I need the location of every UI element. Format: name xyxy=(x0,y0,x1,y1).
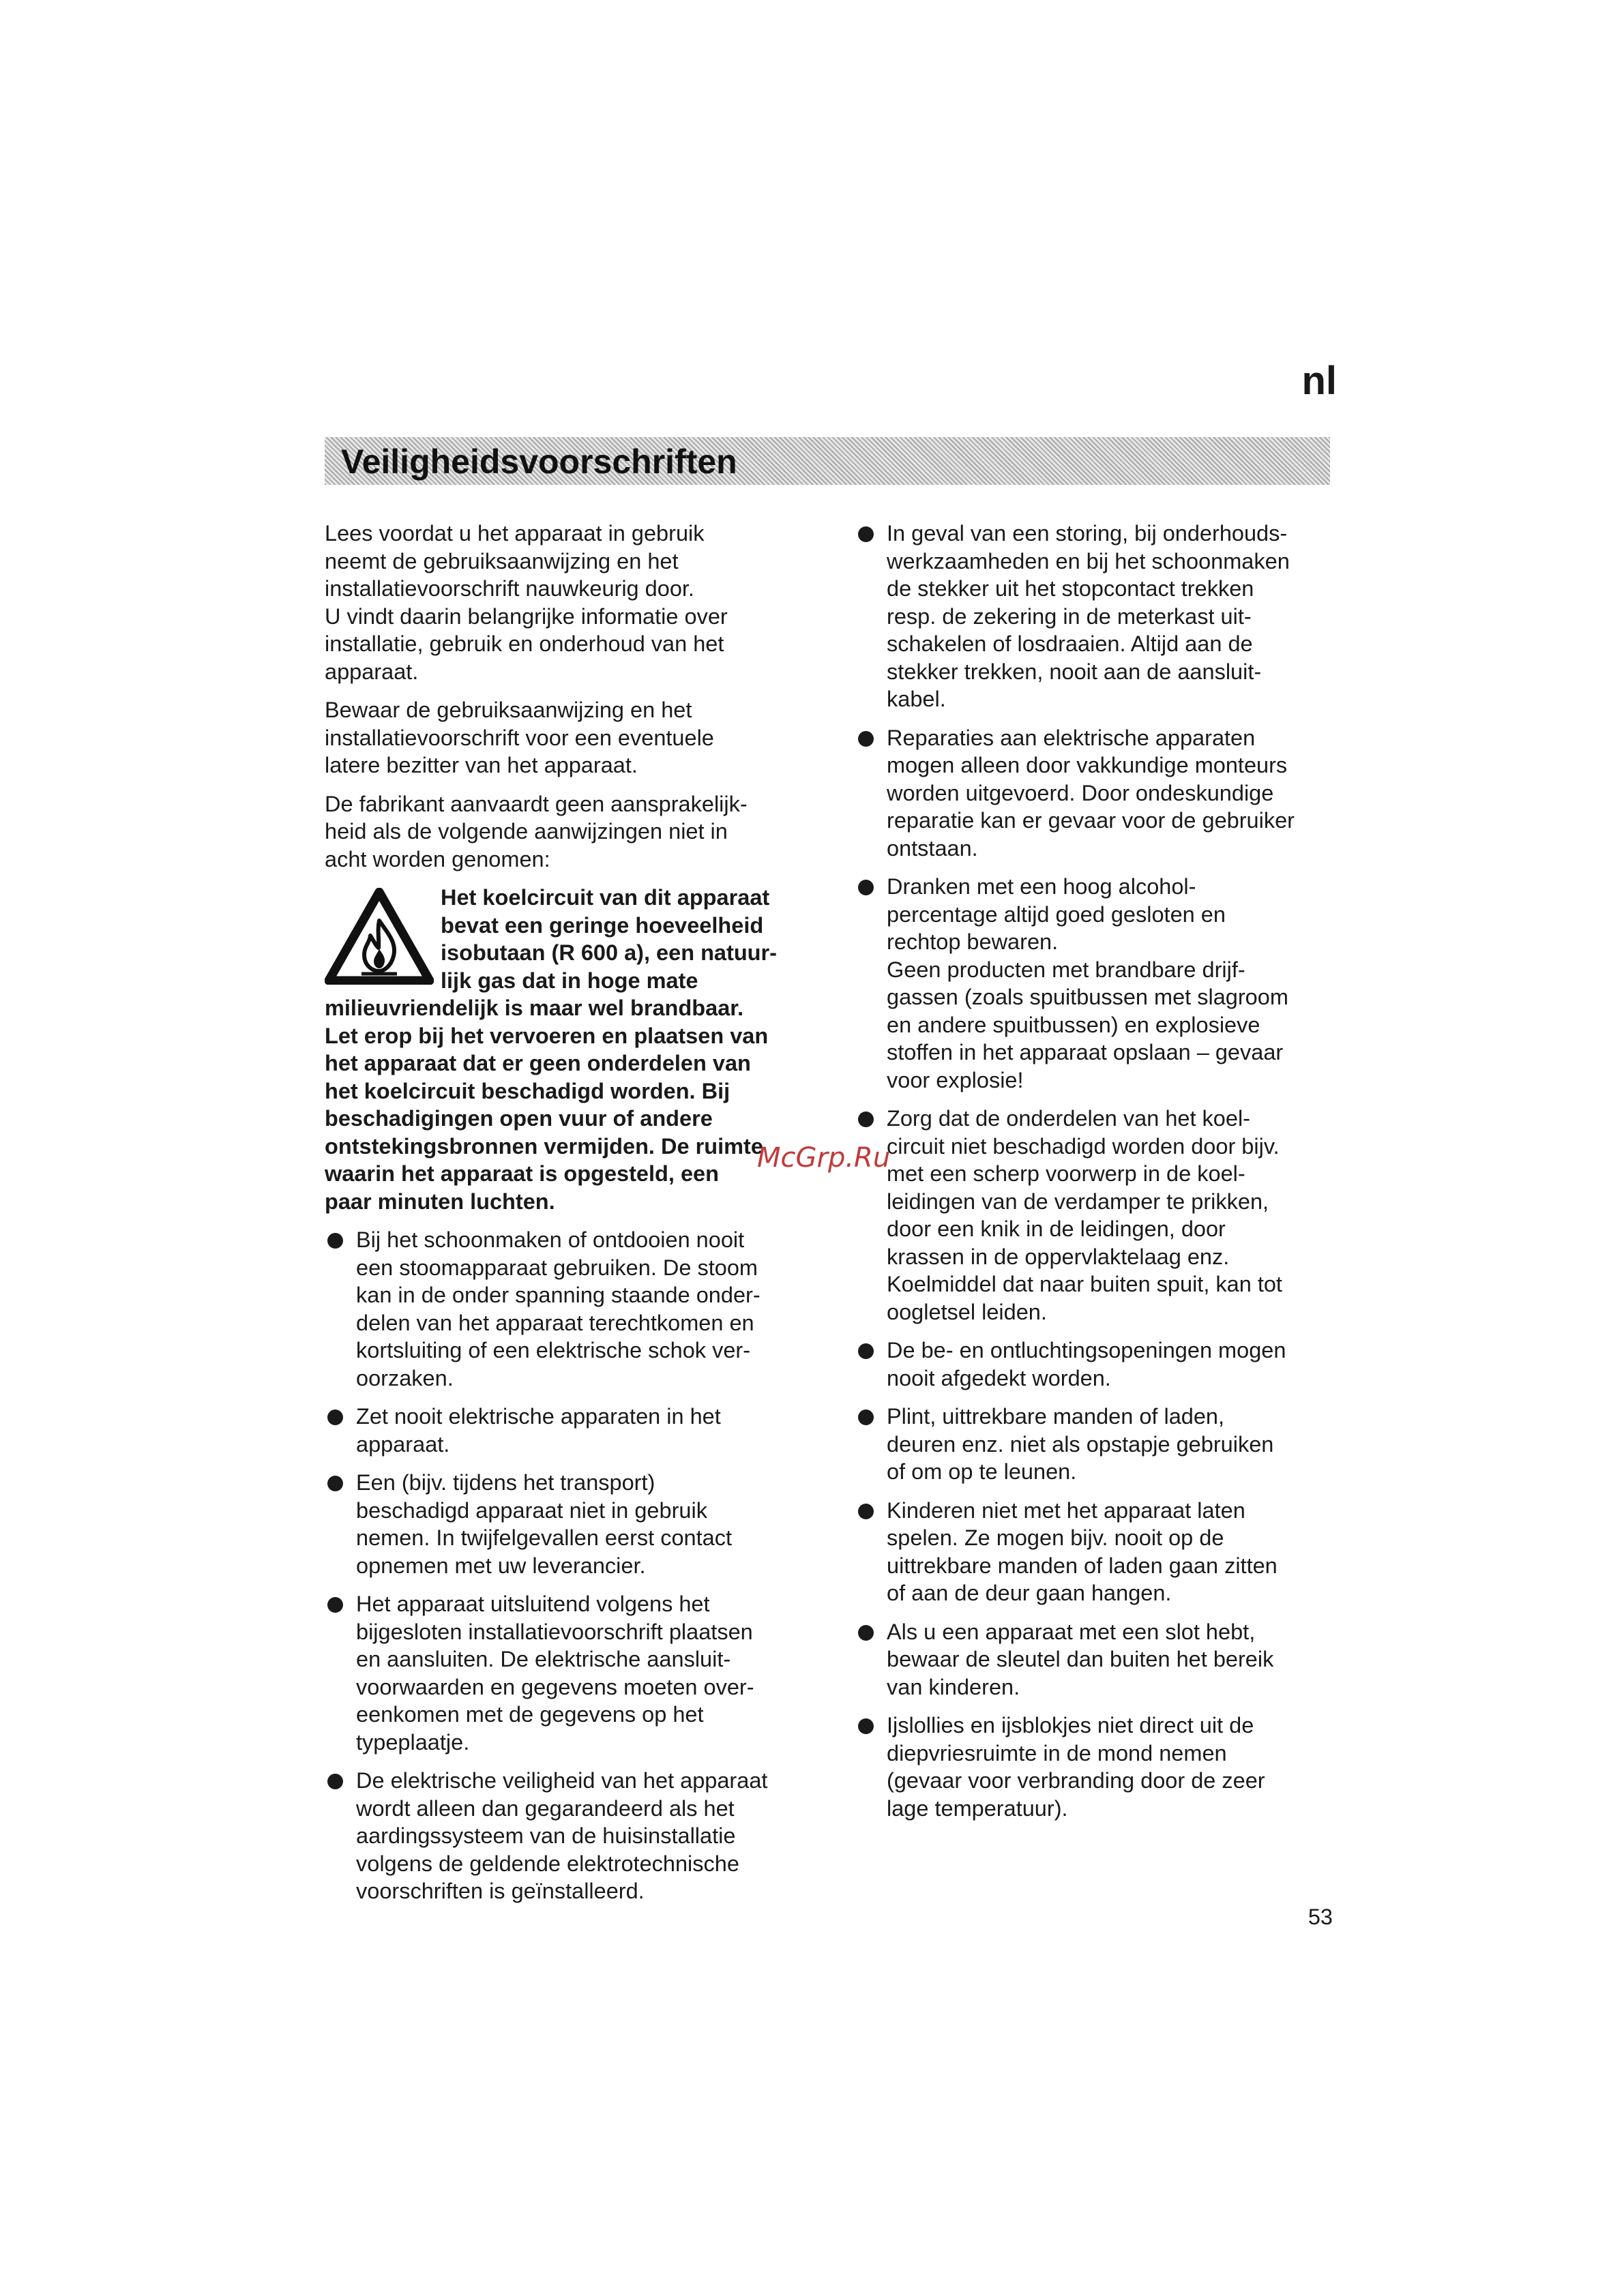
text-line: bevat een geringe hoeveelheid xyxy=(441,912,764,938)
text-line: (gevaar voor verbranding door de zeer xyxy=(887,1768,1265,1793)
text-line: rechtop bewaren. xyxy=(887,929,1059,954)
bullet-icon xyxy=(858,1343,874,1359)
text-line: spelen. Ze mogen bijv. nooit op de xyxy=(887,1525,1224,1550)
text-line: delen van het apparaat terechtkomen en xyxy=(356,1310,754,1335)
text-line: latere bezitter van het apparaat. xyxy=(325,753,638,777)
text-line: Bij het schoonmaken of ontdooien nooit xyxy=(356,1227,745,1252)
text-line: waarin het apparaat is opgesteld, een xyxy=(325,1161,719,1186)
text-line: gassen (zoals spuitbussen met slagroom xyxy=(887,985,1288,1009)
text-line: De be- en ontluchtingsopeningen mogen xyxy=(887,1338,1286,1362)
list-item xyxy=(855,520,1333,713)
text-line: heid als de volgende aanwijzingen niet in xyxy=(325,819,728,844)
text-line: resp. de zekering in de meterkast uit- xyxy=(887,603,1252,629)
text-line: beschadigingen open vuur of andere xyxy=(325,1106,713,1131)
flammability-warning xyxy=(325,884,802,1215)
text-line: apparaat. xyxy=(356,1431,450,1457)
text-line: Plint, uittrekbare manden of laden, xyxy=(887,1404,1225,1429)
bullet-icon xyxy=(327,1233,343,1249)
text-line: van kinderen. xyxy=(887,1674,1020,1699)
watermark: McGrp.Ru xyxy=(757,1142,891,1174)
text-line: neemt de gebruiksaanwijzing en het xyxy=(325,548,679,573)
text-line: ontstekingsbronnen vermijden. De ruimte xyxy=(325,1133,763,1159)
text-line: circuit niet beschadigd worden door bijv. xyxy=(887,1133,1280,1159)
text-line: In geval van een storing, bij onderhouds- xyxy=(887,521,1288,546)
page-number: 53 xyxy=(1308,1905,1333,1929)
text-line: leidingen van de verdamper te prikken, xyxy=(887,1189,1269,1214)
text-line: Geen producten met brandbare drijf- xyxy=(887,957,1245,982)
bullet-icon xyxy=(858,1718,874,1734)
text-line: typeplaatje. xyxy=(356,1729,470,1755)
text-line: of om op te leunen. xyxy=(887,1459,1077,1484)
text-line: reparatie kan er gevaar voor de gebruiker xyxy=(887,808,1295,833)
list-item xyxy=(325,1226,802,1392)
right-bullet-list xyxy=(855,520,1333,1822)
bullet-icon xyxy=(858,880,874,895)
text-line: nemen. In twijfelgevallen eerst contact xyxy=(356,1525,732,1550)
bullet-icon xyxy=(327,1774,343,1789)
text-line: Let erop bij het vervoeren en plaatsen van xyxy=(325,1023,769,1048)
text-line: Reparaties aan elektrische apparaten xyxy=(887,725,1256,750)
list-item xyxy=(855,1105,1333,1326)
text-line: percentage altijd goed gesloten en xyxy=(887,901,1226,927)
text-line: eenkomen met de gegevens op het xyxy=(356,1702,704,1727)
text-line: acht worden genomen: xyxy=(325,846,550,871)
text-line: oogletsel leiden. xyxy=(887,1299,1047,1324)
text-line: volgens de geldende elektrotechnische xyxy=(356,1851,739,1876)
text-line: uittrekbare manden of laden gaan zitten xyxy=(887,1553,1278,1578)
text-line: het apparaat dat er geen onderdelen van xyxy=(325,1051,751,1075)
text-line: schakelen of losdraaien. Altijd aan de xyxy=(887,631,1253,656)
intro-paragraph xyxy=(325,696,802,779)
text-line: isobutaan (R 600 a), een natuur- xyxy=(441,940,778,965)
text-line: beschadigd apparaat niet in gebruik xyxy=(356,1497,707,1523)
bullet-icon xyxy=(327,1597,343,1613)
text-line: het koelcircuit beschadigd worden. Bij xyxy=(325,1078,730,1103)
section-title-bar xyxy=(325,437,1330,485)
text-line: ontstaan. xyxy=(887,835,978,861)
text-line: en aansluiten. De elektrische aansluit- xyxy=(356,1647,731,1671)
text-line: De fabrikant aanvaardt geen aansprakelijk- xyxy=(325,791,748,816)
list-item xyxy=(855,724,1333,863)
bullet-icon xyxy=(858,1504,874,1519)
list-item xyxy=(855,1497,1333,1607)
text-line: aardingssysteem van de huisinstallatie xyxy=(356,1823,736,1848)
text-line: Bewaar de gebruiksaanwijzing en het xyxy=(325,698,692,722)
text-line: wordt alleen dan gegarandeerd als het xyxy=(356,1795,735,1821)
bullet-icon xyxy=(858,1112,874,1127)
text-line: installatievoorschrift voor een eventuele xyxy=(325,725,714,750)
text-line: Zet nooit elektrische apparaten in het xyxy=(356,1404,721,1429)
list-item xyxy=(325,1767,802,1905)
bullet-icon xyxy=(327,1410,343,1425)
text-line: De elektrische veiligheid van het apparaat xyxy=(356,1768,768,1793)
text-line: apparaat. xyxy=(325,659,419,684)
text-line: nooit afgedekt worden. xyxy=(887,1365,1111,1390)
text-line: door een knik in de leidingen, door xyxy=(887,1217,1226,1241)
text-line: voor explosie! xyxy=(887,1067,1024,1092)
text-line: Dranken met een hoog alcohol- xyxy=(887,874,1196,899)
left-column xyxy=(325,520,802,1916)
list-item xyxy=(325,1590,802,1756)
intro-paragraphs xyxy=(325,520,802,873)
text-line: deuren enz. niet als opstapje gebruiken xyxy=(887,1431,1274,1457)
text-line: stoffen in het apparaat opslaan – gevaar xyxy=(887,1040,1284,1064)
warning-full-text xyxy=(325,994,802,1215)
bullet-icon xyxy=(327,1476,343,1491)
text-line: installatievoorschrift nauwkeurig door. xyxy=(325,576,694,601)
list-item xyxy=(855,1337,1333,1392)
text-line: een stoomapparaat gebruiken. De stoom xyxy=(356,1255,758,1280)
list-item xyxy=(855,1618,1333,1701)
text-line: of aan de deur gaan hangen. xyxy=(887,1581,1172,1605)
list-item xyxy=(855,1403,1333,1486)
text-line: Koelmiddel dat naar buiten spuit, kan tot xyxy=(887,1272,1282,1296)
bullet-icon xyxy=(858,1410,874,1425)
intro-paragraph xyxy=(325,790,802,874)
text-line: Als u een apparaat met een slot hebt, xyxy=(887,1619,1256,1644)
text-line: voorwaarden en gegevens moeten over- xyxy=(356,1674,754,1699)
text-line: paar minuten luchten. xyxy=(325,1189,555,1214)
list-item xyxy=(855,1712,1333,1822)
text-line: lage temperatuur). xyxy=(887,1795,1068,1821)
intro-paragraph xyxy=(325,520,802,685)
text-line: worden uitgevoerd. Door ondeskundige xyxy=(887,780,1274,805)
text-line: de stekker uit het stopcontact trekken xyxy=(887,576,1254,601)
text-line: bijgesloten installatievoorschrift plaatsen xyxy=(356,1619,753,1644)
text-line: bewaar de sleutel dan buiten het bereik xyxy=(887,1647,1274,1671)
text-line: met een scherp voorwerp in de koel- xyxy=(887,1161,1245,1186)
language-code: nl xyxy=(1301,359,1337,403)
bullet-icon xyxy=(858,526,874,542)
text-line: Ijslollies en ijsblokjes niet direct uit de xyxy=(887,1713,1254,1738)
list-item xyxy=(325,1403,802,1458)
left-bullet-list xyxy=(325,1226,802,1905)
text-line: U vindt daarin belangrijke informatie over xyxy=(325,603,728,629)
text-line: Lees voordat u het apparaat in gebruik xyxy=(325,521,705,546)
text-line: Kinderen niet met het apparaat laten xyxy=(887,1497,1245,1523)
text-line: opnemen met uw leverancier. xyxy=(356,1553,646,1578)
text-line: diepvriesruimte in de mond nemen xyxy=(887,1740,1227,1765)
text-line: lijk gas dat in hoge mate xyxy=(441,968,698,993)
text-line: kan in de onder spanning staande onder- xyxy=(356,1283,761,1307)
text-line: kortsluiting of een elektrische schok ver- xyxy=(356,1338,751,1362)
bullet-icon xyxy=(858,1625,874,1641)
text-line: milieuvriendelijk is maar wel brandbaar. xyxy=(325,996,744,1020)
right-column xyxy=(855,520,1333,1833)
list-item xyxy=(325,1469,802,1579)
text-line: mogen alleen door vakkundige monteurs xyxy=(887,753,1288,777)
text-line: installatie, gebruik en onderhoud van het xyxy=(325,631,724,656)
flammable-warning-icon xyxy=(325,888,434,985)
text-line: Het apparaat uitsluitend volgens het xyxy=(356,1592,710,1616)
text-line: stekker trekken, nooit aan de aansluit- xyxy=(887,659,1262,684)
text-line: werkzaamheden en bij het schoonmaken xyxy=(887,548,1290,573)
text-line: kabel. xyxy=(887,687,946,711)
text-line: Zorg dat de onderdelen van het koel- xyxy=(887,1106,1250,1131)
bullet-icon xyxy=(858,731,874,747)
page-title: Veiligheidsvoorschriften xyxy=(341,443,737,481)
text-line: voorschriften is geïnstalleerd. xyxy=(356,1879,645,1903)
text-line: oorzaken. xyxy=(356,1365,454,1390)
text-line: Het koelcircuit van dit apparaat xyxy=(441,885,770,910)
text-line: en andere spuitbussen) en explosieve xyxy=(887,1012,1260,1037)
text-line: Een (bijv. tijdens het transport) xyxy=(356,1470,655,1495)
list-item xyxy=(855,873,1333,1094)
text-line: krassen in de oppervlaktelaag enz. xyxy=(887,1244,1230,1269)
